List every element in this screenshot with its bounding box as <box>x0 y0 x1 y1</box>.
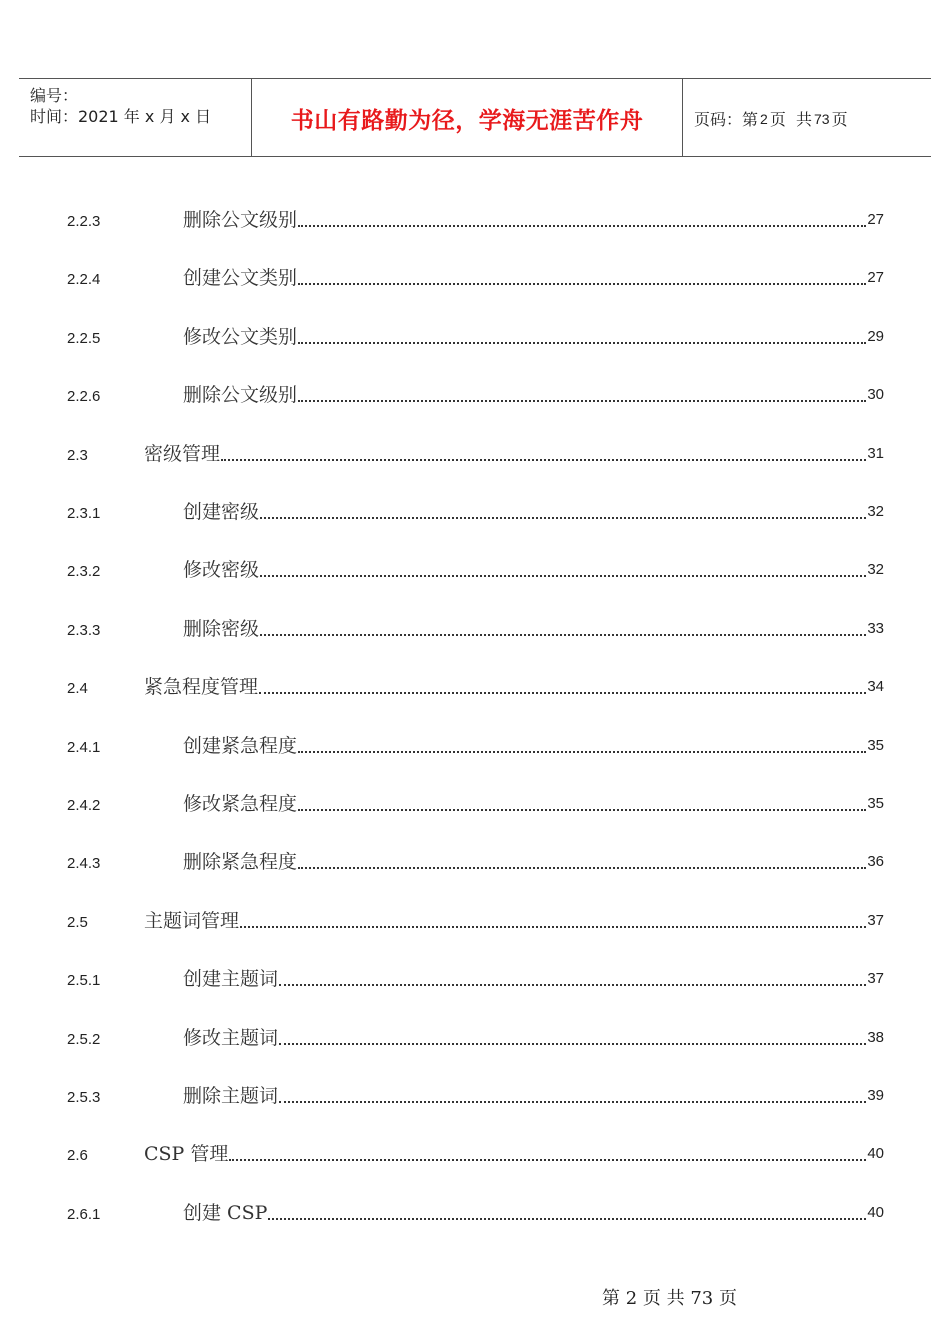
toc-entry-title: 修改密级 <box>183 559 260 582</box>
toc-entry-title: 创建主题词 <box>183 968 279 991</box>
toc-entry[interactable] <box>67 849 884 875</box>
toc-entry-page: 34 <box>867 678 884 696</box>
toc-entry-line <box>183 1200 884 1226</box>
toc-entry-number: 2.5.2 <box>67 1030 101 1048</box>
toc-entry-line <box>183 1083 884 1109</box>
toc-entry[interactable] <box>67 1025 884 1051</box>
toc-entry-page: 27 <box>867 211 884 228</box>
toc-entry-number: 2.2.6 <box>67 388 101 406</box>
toc-entry-line <box>183 1025 884 1051</box>
toc-entry-title: 删除主题词 <box>183 1085 279 1107</box>
toc-entry-number: 2.3.1 <box>67 505 101 522</box>
toc-entry-line <box>183 382 884 408</box>
toc-entry-page: 30 <box>867 386 884 404</box>
toc-entry[interactable] <box>67 674 884 700</box>
toc-entry[interactable] <box>67 1141 884 1167</box>
page-label-prefix: 页码：第 <box>694 110 759 129</box>
toc-entry-title: 删除公文级别 <box>183 209 298 231</box>
toc-entry-title: CSP 管理 <box>144 1143 229 1166</box>
toc-entry-title: 创建公文类别 <box>183 267 298 290</box>
toc-entry-number: 2.3.3 <box>67 621 101 639</box>
toc-entry-title: 删除密级 <box>183 617 260 640</box>
toc-entry-page: 40 <box>867 1145 884 1163</box>
toc-entry-number: 2.4.1 <box>67 738 101 756</box>
toc-entry-number: 2.2.5 <box>67 329 101 347</box>
toc-entry-title: 创建密级 <box>183 501 260 523</box>
toc-entry-line <box>144 674 884 700</box>
toc-entry-title: 主题词管理 <box>144 909 240 932</box>
toc-entry-number: 2.5 <box>67 913 88 931</box>
toc-entry-line <box>183 849 884 875</box>
toc-entry[interactable] <box>67 265 884 291</box>
toc-entry-page: 40 <box>867 1203 884 1221</box>
page-label-suffix: 页 <box>831 110 848 129</box>
footer-page-number: 第 2 页 共 73 页 <box>602 1288 737 1309</box>
toc-entry-line <box>144 441 884 467</box>
toc-entry-line <box>183 324 884 350</box>
toc-entry-line <box>183 207 884 233</box>
toc-entry[interactable] <box>67 966 884 992</box>
toc-entry-page: 36 <box>867 853 884 871</box>
toc-entry[interactable] <box>67 1200 884 1226</box>
header-meta <box>19 79 251 156</box>
toc-entry[interactable] <box>67 499 884 525</box>
header-motto-cell <box>251 79 683 156</box>
toc-entry-page: 29 <box>867 327 884 345</box>
header-motto: 书山有路勤为径，学海无涯苦作舟 <box>290 108 644 134</box>
toc-entry-title: 紧急程度管理 <box>144 676 259 699</box>
toc-entry-number: 2.5.1 <box>67 972 101 990</box>
page-total: 73 <box>814 110 830 127</box>
toc-entry-page: 35 <box>867 736 884 754</box>
toc-entry-title: 密级管理 <box>144 442 221 465</box>
toc-entry[interactable] <box>67 207 884 233</box>
toc-entry[interactable] <box>67 324 884 350</box>
page-current: 2 <box>760 110 768 127</box>
page-header <box>19 78 931 157</box>
toc-entry[interactable] <box>67 791 884 817</box>
toc-entry[interactable] <box>67 441 884 467</box>
toc-entry[interactable] <box>67 1083 884 1109</box>
document-date-label: 时间：2021 年 x 月 x 日 <box>30 107 212 126</box>
toc-entry-page: 32 <box>867 503 884 520</box>
toc-entry-title: 修改公文类别 <box>183 325 298 348</box>
toc-entry-line <box>183 791 884 817</box>
toc-entry[interactable] <box>67 557 884 583</box>
toc-entry-line <box>183 557 884 583</box>
toc-entry-line <box>144 908 884 934</box>
toc-entry-page: 37 <box>867 911 884 929</box>
toc-entry[interactable] <box>67 908 884 934</box>
page-label-mid: 页 共 <box>769 110 812 129</box>
toc-entry-page: 32 <box>867 561 884 579</box>
toc-entry-number: 2.4.2 <box>67 797 101 814</box>
toc-entry-number: 2.2.4 <box>67 271 101 289</box>
document-code-label: 编号： <box>30 86 79 105</box>
toc-entry-line <box>183 616 884 642</box>
toc-entry-line <box>183 265 884 291</box>
toc-entry-number: 2.6.1 <box>67 1205 101 1223</box>
toc-entry-line <box>183 499 884 525</box>
toc-entry-page: 27 <box>867 269 884 287</box>
toc-entry-page: 33 <box>867 619 884 637</box>
toc-entry-number: 2.6 <box>67 1147 88 1165</box>
toc-entry-number: 2.2.3 <box>67 213 101 230</box>
toc-entry-number: 2.4 <box>67 680 88 698</box>
toc-entry-line <box>183 966 884 992</box>
toc-entry-page: 37 <box>867 970 884 988</box>
toc-entry-number: 2.5.3 <box>67 1089 101 1106</box>
toc-entry[interactable] <box>67 733 884 759</box>
toc-entry-title: 修改紧急程度 <box>183 793 298 815</box>
toc-entry-page: 38 <box>867 1028 884 1046</box>
toc-entry-page: 39 <box>867 1087 884 1104</box>
toc-entry-title: 删除紧急程度 <box>183 851 298 874</box>
toc-entry-number: 2.3 <box>67 446 88 464</box>
toc-entry-page: 31 <box>867 444 884 462</box>
toc-entry-title: 修改主题词 <box>183 1026 279 1049</box>
toc-entry-title: 删除公文级别 <box>183 384 298 407</box>
toc-entry-title: 创建 CSP <box>183 1201 268 1224</box>
toc-entry-line <box>144 1141 884 1167</box>
toc-entry-number: 2.4.3 <box>67 855 101 873</box>
header-page-info <box>683 79 931 156</box>
toc-entry-number: 2.3.2 <box>67 563 101 581</box>
toc-entry[interactable] <box>67 382 884 408</box>
toc-entry-title: 创建紧急程度 <box>183 734 298 757</box>
toc-entry-line <box>183 733 884 759</box>
toc-entry[interactable] <box>67 616 884 642</box>
toc-entry-page: 35 <box>867 795 884 812</box>
